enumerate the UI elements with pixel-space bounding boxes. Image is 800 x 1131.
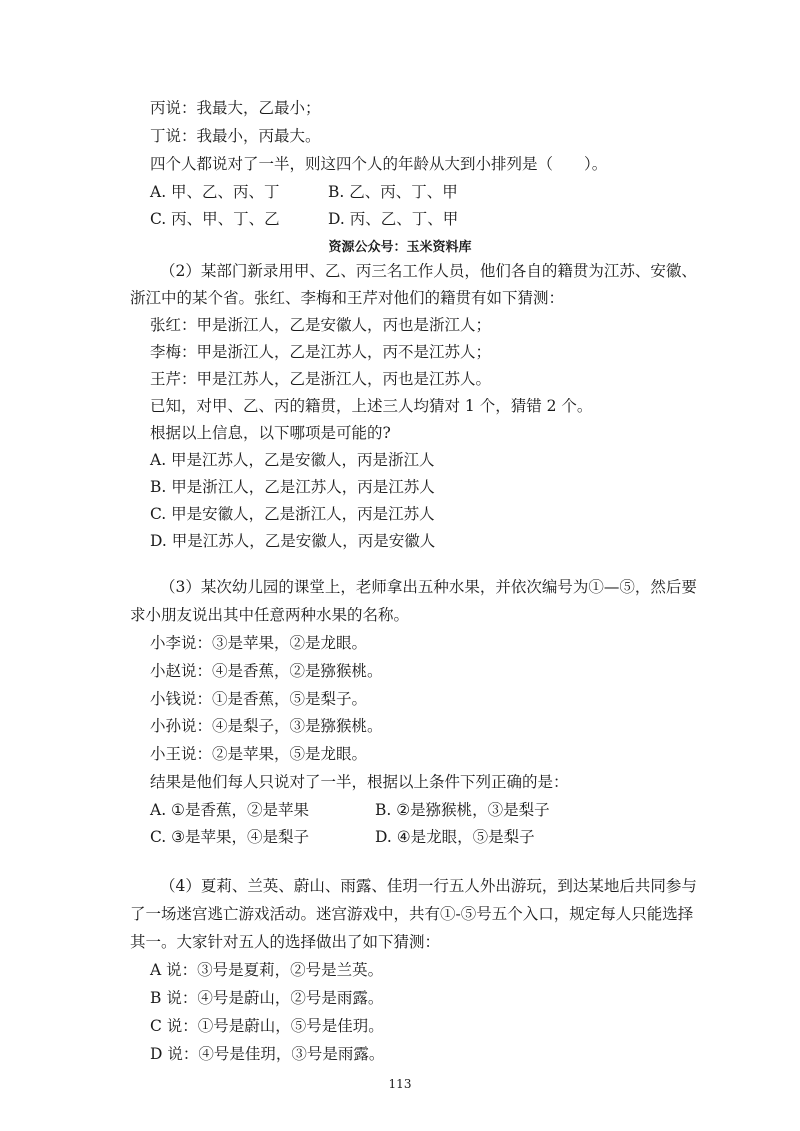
q1-question: 四个人都说对了一半，则这四个人的年龄从大到小排列是（ ）。 — [150, 155, 608, 173]
q4-intro-line-1: （4）夏莉、兰英、蔚山、雨露、佳玥一行五人外出游玩，到达某地后共同参与 — [160, 877, 697, 895]
q3-option-b: B. ②是猕猴桃，③是梨子 — [375, 801, 550, 819]
q3-option-d: D. ④是龙眼，⑤是梨子 — [375, 828, 535, 846]
q4-statement-a: A 说：③号是夏莉，②号是兰英。 — [150, 961, 384, 979]
q3-question: 结果是他们每人只说对了一半，根据以上条件下列正确的是： — [150, 773, 569, 791]
q1-option-b: B. 乙、丙、丁、甲 — [328, 183, 458, 201]
q2-intro-line-2: 浙江中的某个省。张红、李梅和王芹对他们的籍贯有如下猜测： — [130, 289, 565, 307]
q2-option-d: D. 甲是江苏人，乙是安徽人，丙是安徽人 — [150, 532, 436, 550]
q2-option-a: A. 甲是江苏人，乙是安徽人，丙是浙江人 — [150, 451, 435, 469]
q3-intro-line-1: （3）某次幼儿园的课堂上，老师拿出五种水果，并依次编号为①—⑤，然后要 — [160, 578, 697, 596]
q2-question: 根据以上信息，以下哪项是可能的? — [150, 424, 391, 442]
q2-known-condition: 已知，对甲、乙、丙的籍贯，上述三人均猜对 1 个，猜错 2 个。 — [150, 397, 593, 415]
watermark-text: 资源公众号：玉米资料库 — [328, 240, 472, 255]
q3-intro-line-2: 求小朋友说出其中任意两种水果的名称。 — [130, 606, 410, 624]
q4-statement-c: C 说：①号是蔚山，⑤号是佳玥。 — [150, 1017, 384, 1035]
q2-guess-limei: 李梅：甲是浙江人，乙是江苏人，丙不是江苏人； — [150, 343, 492, 361]
q1-option-d: D. 丙、乙、丁、甲 — [328, 210, 459, 228]
q1-option-a: A. 甲、乙、丙、丁 — [150, 183, 280, 201]
q2-option-c: C. 甲是安徽人，乙是浙江人，丙是江苏人 — [150, 505, 435, 523]
q2-guess-wangqin: 王芹：甲是江苏人，乙是浙江人，丙也是江苏人。 — [150, 370, 492, 388]
q2-guess-zhanghong: 张红：甲是浙江人，乙是安徽人，丙也是浙江人； — [150, 316, 492, 334]
q2-option-b: B. 甲是浙江人，乙是江苏人，丙是江苏人 — [150, 478, 435, 496]
q3-statement-xiaozhao: 小赵说：④是香蕉，②是猕猴桃。 — [150, 662, 383, 680]
q1-option-c: C. 丙、甲、丁、乙 — [150, 210, 280, 228]
q4-statement-d: D 说：④号是佳玥，③号是雨露。 — [150, 1045, 385, 1063]
q1-statement-bing: 丙说：我最大，乙最小； — [150, 99, 321, 117]
q1-statement-ding: 丁说：我最小，丙最大。 — [150, 127, 321, 145]
q4-statement-b: B 说：④号是蔚山，②号是雨露。 — [150, 989, 384, 1007]
q4-intro-line-3: 其一。大家针对五人的选择做出了如下猜测： — [130, 933, 441, 951]
q3-option-a: A. ①是香蕉，②是苹果 — [150, 801, 309, 819]
q3-option-c: C. ③是苹果，④是梨子 — [150, 828, 310, 846]
q3-statement-xiaoli: 小李说：③是苹果，②是龙眼。 — [150, 634, 368, 652]
q2-intro-line-1: （2）某部门新录用甲、乙、丙三名工作人员，他们各自的籍贯为江苏、安徽、 — [160, 262, 697, 280]
page-number: 113 — [388, 1077, 412, 1091]
q3-statement-xiaosun: 小孙说：④是梨子，③是猕猴桃。 — [150, 717, 383, 735]
q4-intro-line-2: 了一场迷宫逃亡游戏活动。迷宫游戏中，共有①-⑤号五个入口，规定每人只能选择 — [130, 905, 694, 923]
q3-statement-xiaoqian: 小钱说：①是香蕉，⑤是梨子。 — [150, 690, 368, 708]
q3-statement-xiaowang: 小王说：②是苹果，⑤是龙眼。 — [150, 745, 368, 763]
